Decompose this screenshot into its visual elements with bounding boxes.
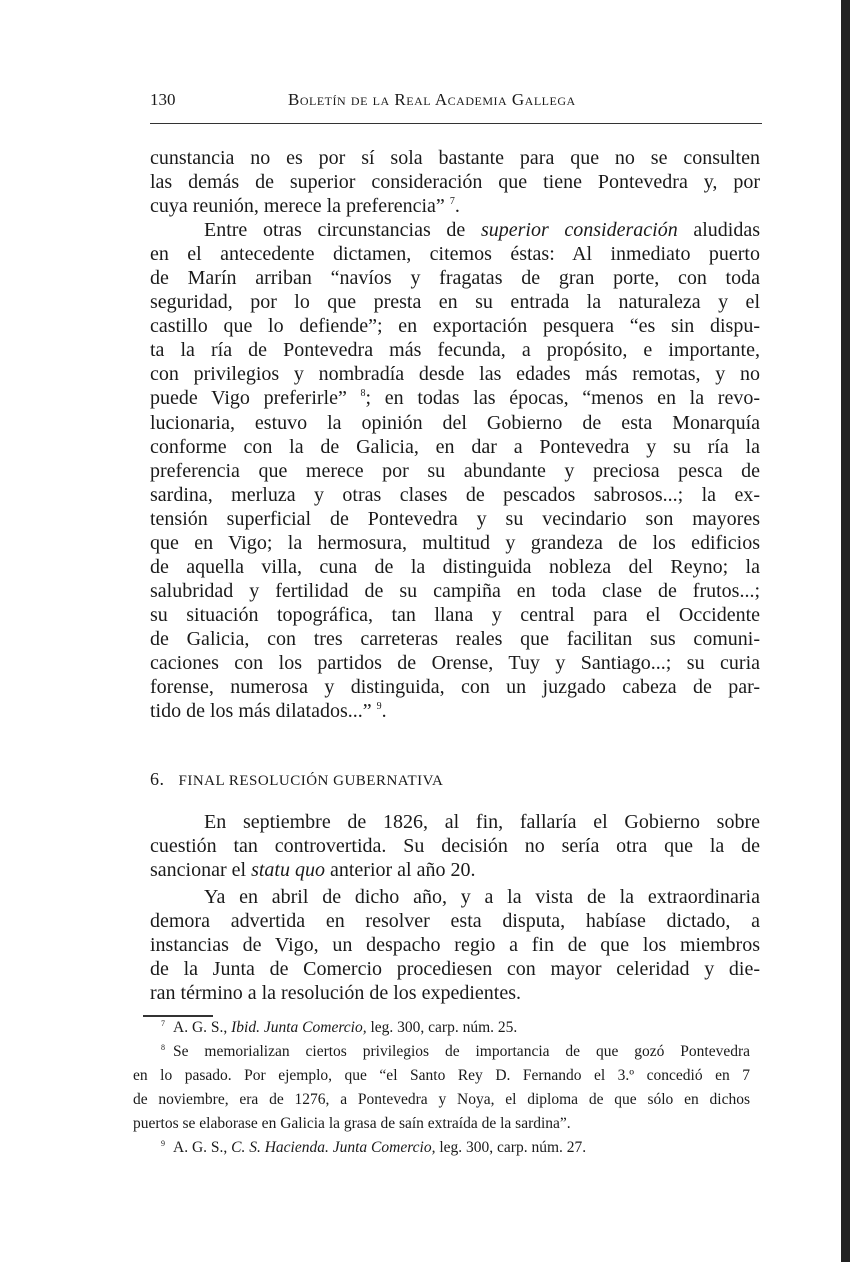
text-run: forense, numerosa y distinguida, con un juzgado cabeza de par- (150, 676, 760, 699)
text-line (150, 507, 760, 531)
text-run: de Galicia, con tres carreteras reales que facilitan sus comuni- (150, 627, 760, 650)
text-run: ran término a la resolución de los expedientes. (150, 982, 521, 1005)
text-run: cunstancia no es por sí sola bastante para que no se consulten (150, 147, 760, 169)
footnote-ref: 8 (360, 388, 366, 400)
text-line (150, 170, 760, 194)
text-run: A. G. S., (173, 1139, 232, 1157)
text-line (133, 1140, 750, 1164)
text-run: puertos se elaborase en Galicia la grasa de saín extraída de la sardina”. (133, 1115, 571, 1133)
text-line (150, 194, 760, 218)
text-line (150, 242, 760, 266)
section-number: 6. (150, 769, 165, 789)
section-heading (150, 769, 443, 790)
text-run: cuestión tan controvertida. Su decisión no sería otra que la de (150, 835, 760, 858)
text-run: ; en todas las épocas, “menos en la revo- (365, 387, 760, 410)
text-run: anterior al año 20. (324, 859, 476, 882)
text-line (150, 555, 760, 579)
text-run: preferencia que merece por su abundante y preciosa pesca de (150, 459, 760, 482)
text-line (150, 810, 760, 834)
page-number: 130 (150, 90, 176, 109)
text-run: lucionaria, estuvo la opinión del Gobierno de esta Monarquía (150, 411, 760, 434)
text-run: castillo que lo defiende”; en exportación pesquera “es sin dispu- (150, 315, 760, 338)
footnote-ref: 9 (161, 1139, 165, 1149)
text-run: sardina, merluza y otras clases de pescados sabrosos...; la ex- (150, 483, 760, 506)
text-run: puede Vigo preferirle” (150, 387, 361, 410)
text-line (150, 435, 760, 459)
text-run: A. G. S., (173, 1019, 232, 1036)
text-line (150, 531, 760, 555)
text-run: sancionar el (150, 859, 252, 882)
text-run: su situación topográfica, tan llana y central para el Occidente (150, 603, 760, 626)
text-line (133, 1044, 750, 1068)
text-run: aludidas (677, 219, 761, 242)
text-run: en lo pasado. Por ejemplo, que “el Santo Rey D. Fernando el 3.º concedió en 7 (133, 1067, 750, 1085)
text-line (150, 627, 760, 651)
text-line (150, 386, 760, 410)
text-run: de noviembre, era de 1276, a Pontevedra y Noya, el diploma de que sólo en dichos (133, 1091, 750, 1109)
text-line (150, 218, 760, 242)
footnotes (133, 1020, 750, 1164)
text-line (150, 933, 760, 957)
body-text (150, 146, 760, 723)
paragraph (150, 885, 760, 1005)
text-run: Se memorializan ciertos privilegios de importancia de que gozó Pontevedra (173, 1043, 750, 1061)
text-line (150, 909, 760, 933)
footnote-ref: 7 (161, 1019, 165, 1028)
footnote-rule (143, 1015, 213, 1017)
text-line (150, 483, 760, 507)
italic-text: statu quo (251, 859, 325, 882)
text-line (150, 338, 760, 362)
text-run: que en Vigo; la hermosura, multitud y grandeza de los edificios (150, 531, 760, 554)
text-run: de aquella villa, cuna de la distinguida nobleza del Reyno; la (150, 555, 760, 578)
section-title: FINAL RESOLUCIÓN GUBERNATIVA (178, 773, 444, 789)
footnote-ref: 9 (376, 701, 382, 713)
text-run: leg. 300, carp. núm. 25. (366, 1019, 518, 1036)
footnote-ref: 8 (161, 1043, 165, 1053)
text-line (150, 981, 760, 1005)
text-run: de Marín arriban “navíos y fragatas de gran porte, con toda (150, 267, 760, 290)
text-run: tensión superficial de Pontevedra y su vecindario son mayores (150, 507, 760, 530)
text-line (150, 651, 760, 675)
text-run: de la Junta de Comercio procediesen con mayor celeridad y die- (150, 958, 760, 981)
text-line (150, 459, 760, 483)
italic-text: C. S. Hacienda. Junta Comercio, (231, 1139, 436, 1157)
page-header (150, 90, 760, 114)
text-line (150, 603, 760, 627)
text-line (150, 885, 760, 909)
text-run: seguridad, por lo que presta en su entrada la naturaleza y el (150, 291, 760, 314)
italic-text: Ibid. Junta Comercio, (231, 1019, 367, 1036)
paragraph (150, 810, 760, 882)
text-run: salubridad y fertilidad de su campiña en toda clase de frutos...; (150, 579, 760, 602)
text-run: En septiembre de 1826, al fin, fallaría el Gobierno sobre (204, 811, 760, 833)
text-line (150, 834, 760, 858)
running-title: Boletín de la Real Academia Gallega (288, 90, 576, 109)
text-line (150, 146, 760, 170)
text-run: . (381, 700, 387, 723)
text-run: ta la ría de Pontevedra más fecunda, a propósito, e importante, (150, 339, 760, 362)
text-line (150, 675, 760, 699)
text-run: tido de los más dilatados...” (150, 700, 377, 723)
text-run: instancias de Vigo, un despacho regio a fin de que los miembros (150, 934, 760, 957)
text-run: con privilegios y nombradía desde las edades más remotas, y no (150, 363, 760, 386)
footnote-ref: 7 (449, 196, 455, 208)
text-line (150, 314, 760, 338)
text-run: leg. 300, carp. núm. 27. (435, 1139, 587, 1157)
text-line (150, 290, 760, 314)
text-line (150, 858, 760, 882)
text-line (133, 1116, 750, 1140)
text-line (150, 411, 760, 435)
text-run: caciones con los partidos de Orense, Tuy y Santiago...; su curia (150, 651, 760, 674)
text-run: conforme con la de Galicia, en dar a Pontevedra y su ría la (150, 435, 760, 458)
text-line (150, 957, 760, 981)
text-run: las demás de superior consideración que tiene Pontevedra y, por (150, 171, 760, 194)
scan-edge (841, 0, 850, 1262)
text-run: Entre otras circunstancias de (204, 219, 481, 242)
header-rule (150, 123, 762, 124)
text-line (133, 1092, 750, 1116)
text-line (150, 266, 760, 290)
text-line (150, 362, 760, 386)
text-line (150, 699, 760, 723)
text-run: en el antecedente dictamen, citemos éstas: Al inmediato puerto (150, 243, 760, 266)
italic-text: superior consideración (480, 219, 678, 242)
text-line (133, 1068, 750, 1092)
text-run: . (454, 195, 460, 218)
text-line (133, 1020, 750, 1044)
text-run: demora advertida en resolver esta disputa, habíase dictado, a (150, 910, 760, 933)
text-run: cuya reunión, merece la preferencia” (150, 195, 450, 218)
text-line (150, 579, 760, 603)
text-run: Ya en abril de dicho año, y a la vista de la extraordinaria (204, 886, 760, 908)
